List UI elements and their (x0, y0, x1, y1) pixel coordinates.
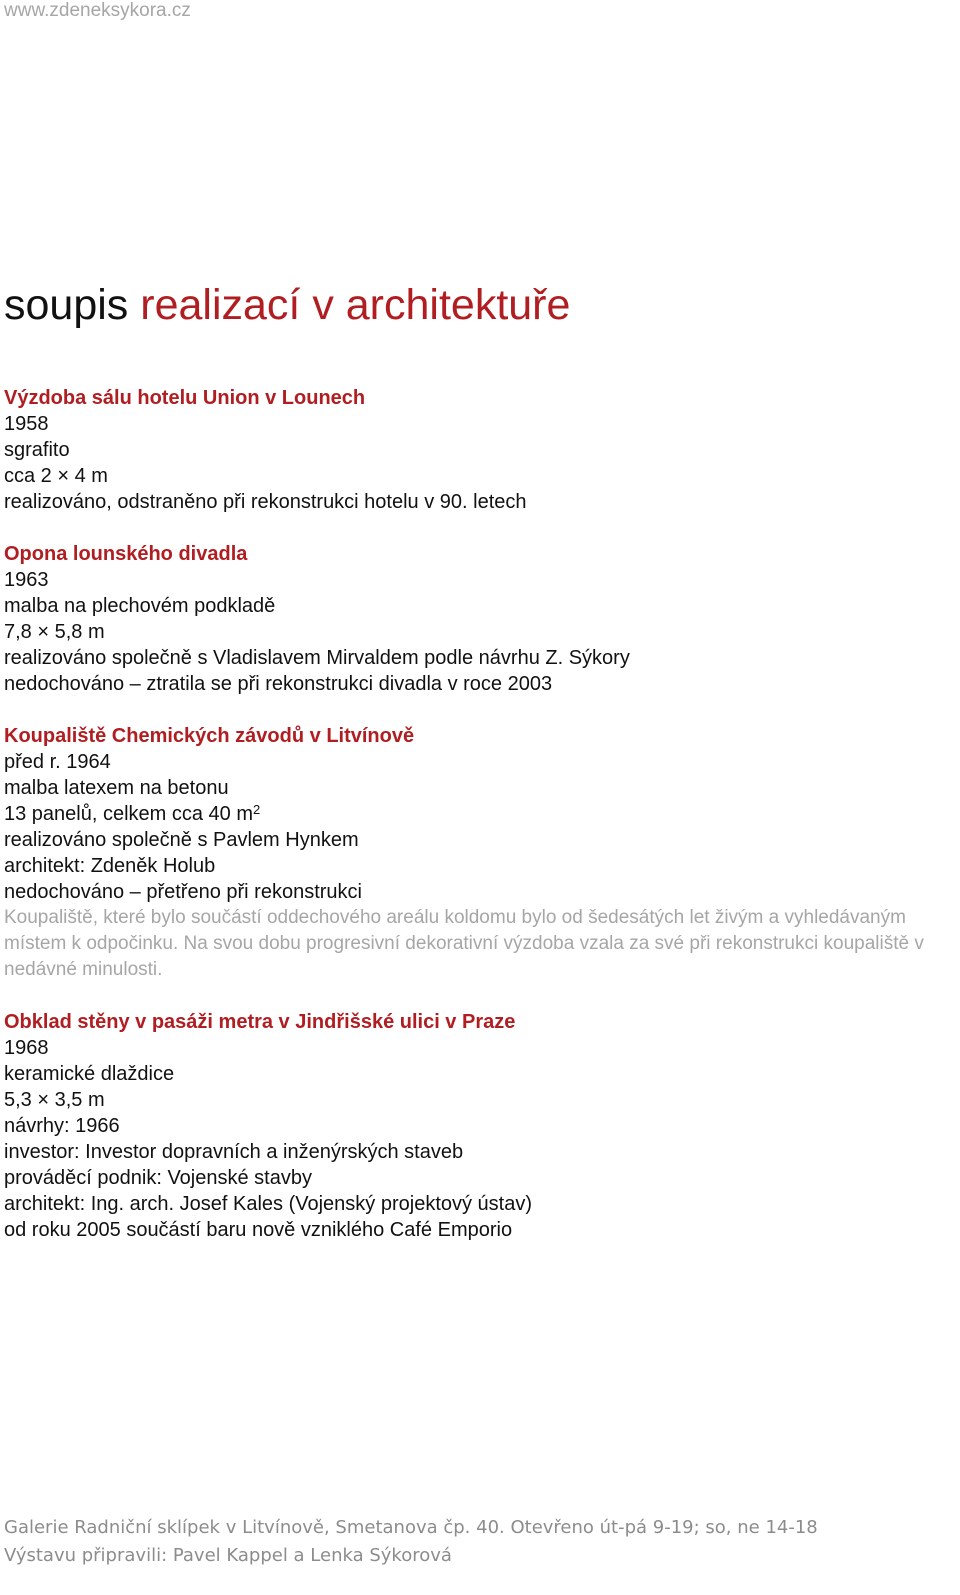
work-union-hotel (4, 385, 954, 515)
work-title: Koupaliště Chemických závodů v Litvínově (4, 725, 415, 747)
work-dimensions: cca 2 × 4 m (4, 465, 108, 487)
work-collaboration: realizováno společně s Pavlem Hynkem (4, 829, 359, 851)
work-collaboration: realizováno společně s Vladislavem Mirvaldem podle návrhu Z. Sýkory (4, 647, 630, 669)
page-title-plain: soupis (4, 281, 141, 329)
work-area-text: 13 panelů, celkem cca 40 m (4, 803, 254, 825)
work-designs: návrhy: 1966 (4, 1115, 120, 1137)
page-title-accent: realizací v architektuře (140, 281, 571, 329)
work-status: nedochováno – přetřeno při rekonstrukci (4, 881, 362, 903)
work-status: realizováno, odstraněno při rekonstrukci hotelu v 90. letech (4, 491, 527, 513)
work-title: Obklad stěny v pasáži metra v Jindřišské ulici v Praze (4, 1011, 516, 1033)
work-year: 1963 (4, 569, 49, 591)
work-theatre-curtain (4, 541, 954, 697)
footer (4, 1514, 818, 1570)
work-architect: architekt: Ing. arch. Josef Kales (Vojenský projektový ústav) (4, 1193, 533, 1215)
work-year: před r. 1964 (4, 751, 111, 773)
work-year: 1968 (4, 1037, 49, 1059)
work-dimensions: 5,3 × 3,5 m (4, 1089, 105, 1111)
work-dimensions (4, 801, 954, 827)
footer-credits: Výstavu připravili: Pavel Kappel a Lenka Sýkorová (4, 1545, 452, 1566)
work-year: 1958 (4, 413, 49, 435)
footer-gallery-info: Galerie Radniční sklípek v Litvínově, Smetanova čp. 40. Otevřeno út-pá 9-19; so, ne 14-18 (4, 1517, 818, 1538)
work-status: od roku 2005 součástí baru nově vzniklého Café Emporio (4, 1219, 513, 1241)
work-technique: malba latexem na betonu (4, 777, 229, 799)
work-architect: architekt: Zdeněk Holub (4, 855, 216, 877)
work-title: Opona lounského divadla (4, 543, 248, 565)
work-technique: sgrafito (4, 439, 70, 461)
work-contractor: prováděcí podnik: Vojenské stavby (4, 1167, 312, 1189)
work-title: Výzdoba sálu hotelu Union v Lounech (4, 387, 366, 409)
site-url[interactable]: www.zdeneksykora.cz (4, 0, 191, 21)
work-metro-passage (4, 1009, 954, 1243)
works-list (4, 385, 954, 1269)
work-note: Koupaliště, které bylo součástí oddechového areálu koldomu bylo od šedesátých let živým a vyhledávaným místem k odpočinku. Na svou dobu progresivní dekorativní výzdoba vzala za své při rekonstrukci koupaliště v nedávné minulosti. (4, 907, 924, 980)
work-technique: keramické dlaždice (4, 1063, 175, 1085)
work-investor: investor: Investor dopravních a inženýrských staveb (4, 1141, 464, 1163)
page-title (4, 280, 570, 330)
work-dimensions: 7,8 × 5,8 m (4, 621, 105, 643)
work-status: nedochováno – ztratila se při rekonstrukci divadla v roce 2003 (4, 673, 553, 695)
work-area-superscript: 2 (253, 802, 261, 817)
work-technique: malba na plechovém podkladě (4, 595, 276, 617)
work-swimming-pool (4, 723, 954, 983)
